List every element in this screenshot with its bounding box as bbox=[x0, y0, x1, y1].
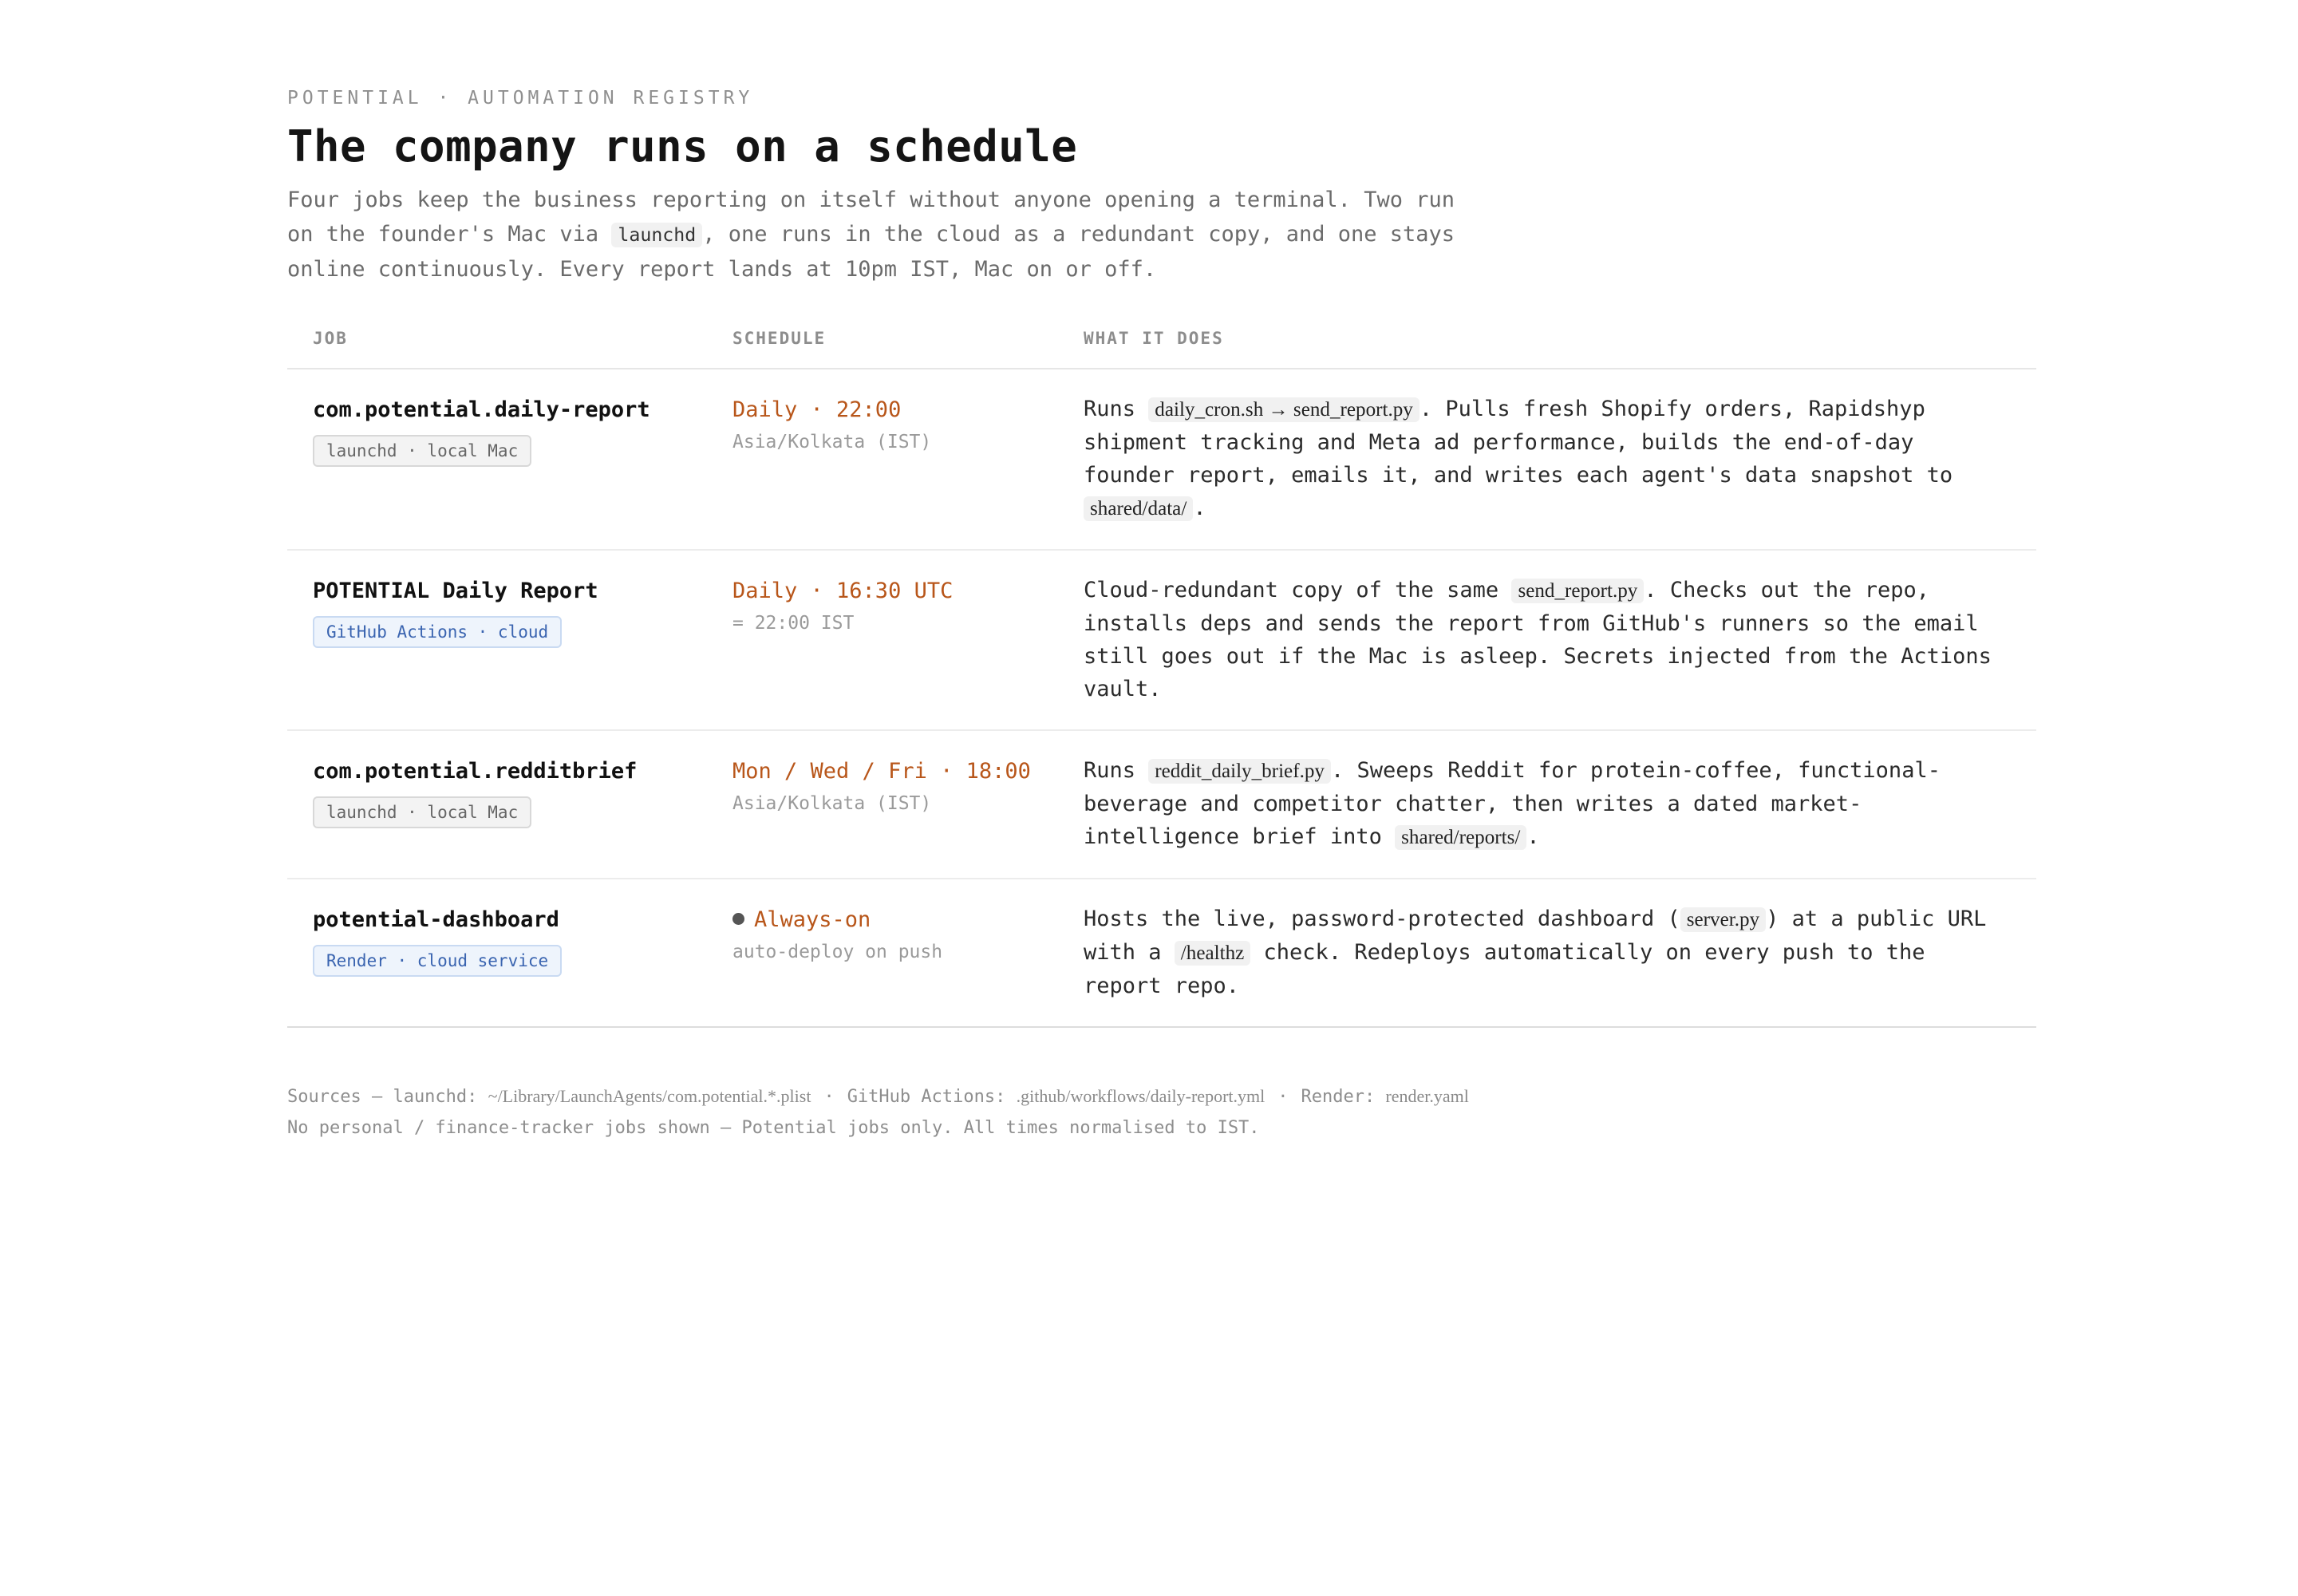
job-cell bbox=[287, 879, 707, 1027]
table-row bbox=[287, 369, 2036, 550]
lede-text: , one runs in the cloud as a redundant copy, and one stays online continuously. Every report lands at 10pm IST, Mac on or off. bbox=[287, 222, 1455, 282]
table-row bbox=[287, 879, 2036, 1027]
platform-badge: launchd · local Mac bbox=[313, 796, 531, 828]
schedule-timezone: auto-deploy on push bbox=[732, 942, 943, 962]
gha-path: .github/workflows/daily-report.yml bbox=[1016, 1086, 1265, 1106]
desc-code: shared/reports/ bbox=[1395, 825, 1526, 850]
desc-text: . bbox=[1526, 824, 1540, 849]
render-path: render.yaml bbox=[1385, 1086, 1469, 1106]
desc-text: ) at a public URL with a bbox=[1084, 907, 1987, 965]
job-description bbox=[1084, 574, 2011, 705]
job-name: POTENTIAL Daily Report bbox=[313, 579, 598, 603]
render-label: Render: bbox=[1301, 1087, 1386, 1107]
registry-page bbox=[287, 0, 2036, 1144]
schedule-label: Always-on bbox=[754, 907, 871, 932]
job-name: com.potential.daily-report bbox=[313, 397, 650, 422]
platform-badge: Render · cloud service bbox=[313, 945, 562, 977]
description-cell bbox=[1058, 369, 2036, 550]
separator: · bbox=[1277, 1087, 1289, 1107]
job-name: com.potential.redditbrief bbox=[313, 759, 638, 784]
schedule-timezone: = 22:00 IST bbox=[732, 613, 855, 634]
column-header-what: WHAT IT DOES bbox=[1058, 326, 2036, 369]
launchd-path: ~/Library/LaunchAgents/com.potential.*.plist bbox=[488, 1086, 811, 1106]
desc-code: /healthz bbox=[1175, 941, 1250, 966]
jobs-table bbox=[287, 326, 2036, 1028]
sources-label: Sources — launchd: bbox=[287, 1087, 488, 1107]
desc-code: server.py bbox=[1680, 907, 1766, 932]
job-cell bbox=[287, 369, 707, 550]
schedule-cell bbox=[707, 879, 1058, 1027]
column-header-schedule: SCHEDULE bbox=[707, 326, 1058, 369]
job-description bbox=[1084, 754, 2011, 854]
description-cell bbox=[1058, 730, 2036, 879]
schedule-timezone: Asia/Kolkata (IST) bbox=[732, 432, 932, 452]
sources-line bbox=[287, 1080, 2036, 1112]
description-cell bbox=[1058, 879, 2036, 1027]
job-description bbox=[1084, 903, 2011, 1002]
desc-code: daily_cron.sh → send_report.py bbox=[1148, 397, 1419, 422]
platform-badge: GitHub Actions · cloud bbox=[313, 616, 562, 648]
page-description bbox=[287, 183, 1468, 286]
job-name: potential-dashboard bbox=[313, 907, 559, 932]
desc-code: send_report.py bbox=[1511, 579, 1644, 603]
table-header-row bbox=[287, 326, 2036, 369]
platform-badge: launchd · local Mac bbox=[313, 435, 531, 467]
schedule-time: Daily · 16:30 UTC bbox=[732, 579, 954, 603]
footer-note: No personal / finance-tracker jobs shown — Potential jobs only. All times normalised to IST. bbox=[287, 1118, 1260, 1138]
gha-label: GitHub Actions: bbox=[847, 1087, 1017, 1107]
separator: · bbox=[823, 1087, 835, 1107]
desc-text: Cloud-redundant copy of the same bbox=[1084, 578, 1512, 602]
schedule-timezone: Asia/Kolkata (IST) bbox=[732, 793, 932, 814]
desc-text: Runs bbox=[1084, 397, 1149, 421]
table-row bbox=[287, 730, 2036, 879]
desc-text: Runs bbox=[1084, 758, 1149, 783]
description-cell bbox=[1058, 550, 2036, 730]
desc-text: . Pulls fresh Shopify orders, Rapidshyp shipment tracking and Meta ad performance, builds the end-of-day founder report, emails it, and writes each agent's data snapshot to bbox=[1084, 397, 1953, 488]
desc-text: . Sweeps Reddit for protein-coffee, functional-beverage and competitor chatter, then writes a dated market-intelligence brief into bbox=[1084, 758, 1941, 849]
job-cell bbox=[287, 550, 707, 730]
schedule-time bbox=[732, 907, 1033, 932]
lede-text: Four jobs keep the business reporting on itself without anyone opening a terminal. Two run on the founder's Mac via bbox=[287, 188, 1455, 247]
desc-text: . bbox=[1193, 496, 1206, 520]
desc-code: shared/data/ bbox=[1084, 496, 1193, 521]
eyebrow: POTENTIAL · AUTOMATION REGISTRY bbox=[287, 88, 754, 109]
sources-footer bbox=[287, 1080, 2036, 1144]
desc-text: check. Redeploys automatically on every push to the report repo. bbox=[1084, 940, 1925, 998]
column-header-job: JOB bbox=[287, 326, 707, 369]
schedule-cell bbox=[707, 550, 1058, 730]
status-dot-icon bbox=[732, 913, 744, 925]
desc-code: reddit_daily_brief.py bbox=[1148, 759, 1331, 784]
table-row bbox=[287, 550, 2036, 730]
page-title: The company runs on a schedule bbox=[287, 121, 1078, 172]
lede-code: launchd bbox=[611, 223, 702, 247]
schedule-time: Daily · 22:00 bbox=[732, 397, 902, 422]
schedule-cell bbox=[707, 730, 1058, 879]
schedule-cell bbox=[707, 369, 1058, 550]
schedule-time: Mon / Wed / Fri · 18:00 bbox=[732, 759, 1031, 784]
desc-text: Hosts the live, password-protected dashboard ( bbox=[1084, 907, 1680, 931]
desc-text: . Checks out the repo, installs deps and sends the report from GitHub's runners so the email still goes out if the Mac is asleep. Secrets injected from the Actions vault. bbox=[1084, 578, 1992, 701]
job-description bbox=[1084, 393, 2011, 525]
job-cell bbox=[287, 730, 707, 879]
